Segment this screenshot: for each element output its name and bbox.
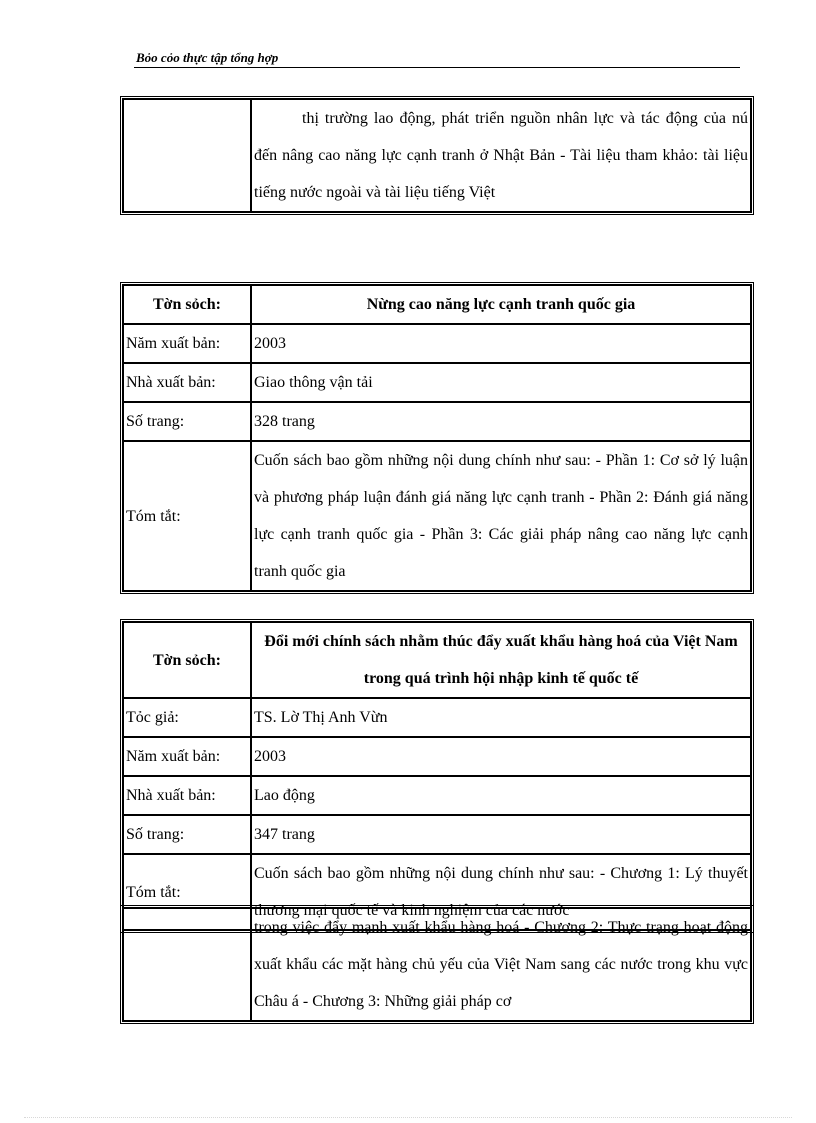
year-label: Năm xuất bản: (123, 737, 251, 776)
summary-value: Cuốn sách bao gồm những nội dung chính như sau: - Chương 1: Lý thuyết thương mại quốc tế và kinh nghiệm của các nước (251, 854, 751, 930)
book-table-continuation-2 (120, 905, 754, 1024)
summary-label: Tóm tắt: (123, 441, 251, 591)
continuation-text: thị trường lao động, phát triển nguồn nhân lực và tác động của nú đến nâng cao năng lực cạnh tranh ở Nhật Bản - Tài liệu tham khảo: tài liệu tiếng nước ngoài và tài liệu tiếng Việt (251, 99, 751, 212)
year-value: 2003 (251, 737, 751, 776)
author-value: TS. Lờ Thị Anh Vừn (251, 698, 751, 737)
summary-value: Cuốn sách bao gồm những nội dung chính như sau: - Phần 1: Cơ sở lý luận và phương pháp luận đánh giá năng lực cạnh tranh - Phần 2: Đánh giá năng lực cạnh tranh quốc gia - Phần 3: Các giải pháp nâng cao năng lực cạnh tranh quốc gia (251, 441, 751, 591)
title-label: Tờn sỏch: (123, 285, 251, 324)
year-value: 2003 (251, 324, 751, 363)
book-table-competitiveness (120, 282, 754, 594)
book-table-export-policy (120, 619, 754, 933)
pages-label: Số trang: (123, 815, 251, 854)
pages-value: 347 trang (251, 815, 751, 854)
book-table-continuation (120, 96, 754, 215)
publisher-value: Giao thông vận tải (251, 363, 751, 402)
title-value: Đổi mới chính sách nhằm thúc đẩy xuất khẩu hàng hoá của Việt Nam trong quá trình hội nhập kinh tế quốc tế (251, 622, 751, 698)
pages-value: 328 trang (251, 402, 751, 441)
publisher-label: Nhà xuất bản: (123, 776, 251, 815)
summary-label: Tóm tắt: (123, 854, 251, 930)
title-label: Tờn sỏch: (123, 622, 251, 698)
page-bottom-border (24, 1117, 792, 1118)
continuation-text: trong việc đẩy mạnh xuất khẩu hàng hoá - Chương 2: Thực trạng hoạt động xuất khẩu các mặt hàng chủ yếu của Việt Nam sang các nước trong khu vực Châu á - Chương 3: Những giải pháp cơ (251, 908, 751, 1021)
publisher-value: Lao động (251, 776, 751, 815)
page-header-title: Bỏo cỏo thực tập tổng hợp (136, 50, 279, 65)
header-underline (134, 67, 740, 68)
empty-label-cell (123, 99, 251, 212)
author-label: Tỏc giả: (123, 698, 251, 737)
pages-label: Số trang: (123, 402, 251, 441)
publisher-label: Nhà xuất bản: (123, 363, 251, 402)
title-value: Nừng cao năng lực cạnh tranh quốc gia (251, 285, 751, 324)
year-label: Năm xuất bản: (123, 324, 251, 363)
empty-label-cell (123, 908, 251, 1021)
